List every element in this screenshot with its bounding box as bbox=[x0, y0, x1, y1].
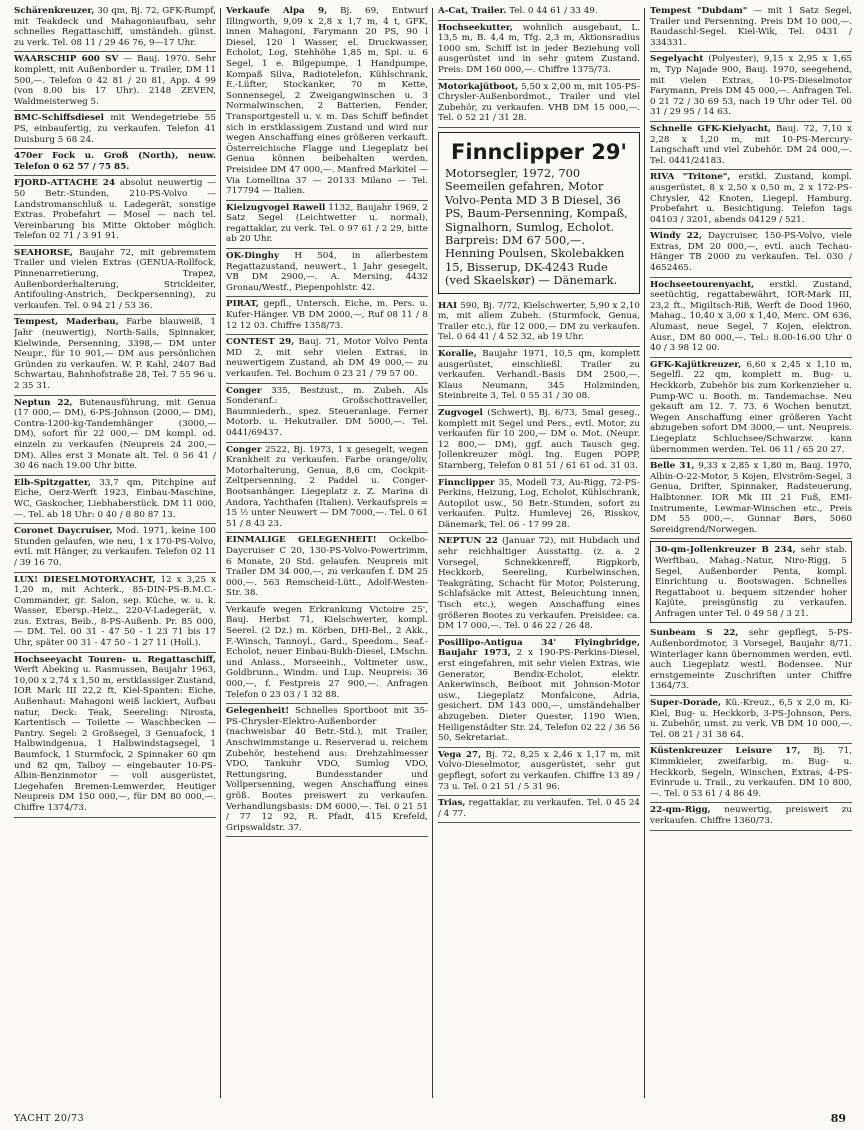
ad-headline: Schärenkreuzer, bbox=[14, 6, 95, 16]
classified-ad bbox=[438, 347, 640, 406]
classified-ad bbox=[14, 246, 216, 316]
ad-body: 6,60 x 2,45 x 1,10 m, Segelfl. 22 qm, komplett m. Bug- u. Heckkorb, Zubehör bis zum Korkenzieher u. Pump-WC u. Booth. m. Tandemachse. Neu gekauft am 12. 7. 73. 6 Wochen benutzt. Wegen Anschaffung einer größeren Yacht abzugeben sofort DM 3000,— unt. Neupreis. Liegeplatz Schluchsee/Schwarzw. kann übernommen werden. Tel. 06 11 / 65 20 27. bbox=[650, 359, 852, 455]
ad-body: Bauj. 71, Motor Volvo Penta MD 2, mit sehr vielen Extras, in neuwertigem Zustand, ab DM 49 000,— zu verkaufen. Tel. Bochum 0 23 21 / 79 57 00. bbox=[226, 337, 428, 379]
ad-headline: OK-Dinghy bbox=[226, 251, 280, 262]
classified-ad bbox=[438, 132, 640, 294]
ad-headline: GFK-Kajütkreuzer, bbox=[650, 359, 742, 370]
classified-ad bbox=[438, 4, 640, 21]
ad-body: Mod. 1971, keine 100 Stunden gelaufen, wie neu, 1 x 170-PS-Volvo, evtl. mit Hänger, zu verkaufen. Telefon 02 11 / 39 16 70. bbox=[14, 526, 216, 568]
ad-body: Schnelles Sportboot mit 35-PS-Chrysler-Elektro-Außenborder (nachweisbar 40 Betr.-Std.), mit Trailer, Anschwimmstange u. Reserverad u. reichem Zubehör, bestehend aus: Drehzahlmesser VDO, Tankuhr VDO, Sumlog VDO, Rettungsring, Bundesstander und Vollpersenning, wegen Anschaffung eines größ. Bootes preiswert zu verkaufen. Verhandlungsbasis: DM 6000,—. Tel. 0 21 51 / 77 12 92, R. Pfadt, 415 Krefeld, Gripswaldstr. 37. bbox=[226, 706, 428, 833]
ad-body: sehr gepflegt, 5-PS-Außenbordmotor, 3 Vorsegel, Baujahr 8/71. Winterlager kann übernommen werden, evtl. auch Liegeplatz westl. Bodensee. Nur ernstgemeinte Zuschriften unter Chiffre 1364/73. bbox=[650, 628, 852, 692]
ad-headline: Conger bbox=[226, 444, 262, 455]
classified-ad bbox=[14, 52, 216, 111]
ad-headline: FJORD-ATTACHE 24 bbox=[14, 178, 116, 189]
ad-body: Kü.-Kreuz., 6,5 x 2,0 m, Ki-Kiel, Bug- u. Heckkorb, 3-PS-Johnson, Pers. u. Zubehör, umst. zu verk. VB DM 10 000,—. Tel. 08 21 / 31 38 64. bbox=[650, 698, 852, 740]
ad-body: wohnlich ausgebaut, L. 13,5 m, B. 4,4 m, Tfg. 2,3 m, Aktionsradius 1000 sm. Schiff ist in jeder Beziehung voll ausgerüstet und in sehr gutem Zustand. Preis: DM 160 000,—. Chiffre 1375/73. bbox=[438, 22, 640, 75]
magazine-issue: YACHT 20/73 bbox=[14, 1113, 85, 1124]
page bbox=[14, 4, 850, 1104]
classified-column-1 bbox=[14, 4, 216, 1104]
ad-headline: Zugvogel bbox=[438, 407, 483, 418]
ad-body: Butenausführung, mit Genua (17 000,— DM), 6-PS-Johnson (2000,— DM), Contra-1200-kg-Tandemhänger (3000,— DM), sofort für 22 000,— DM kompl. od. einzeln zu verkaufen (Neupreis 24 200,— DM). Alles erst 3 Monate alt. Tel. 0 56 41 / 30 46 nach 19.00 Uhr bitte. bbox=[14, 397, 216, 472]
ad-headline: 470er Fock u. Groß (North), neuw. Telefon 0 62 57 / 75 85. bbox=[14, 151, 216, 172]
ad-headline: PIRAT, bbox=[226, 299, 259, 310]
ad-headline: WAARSCHIP 600 SV bbox=[14, 54, 119, 65]
ad-headline: Belle 31, bbox=[650, 461, 695, 472]
ad-body: (Schwert), Bj. 6/73, 5mal geseg., komplett mit Segel und Pers., evtl. Motor, zu verkaufen für 10 200,— DM o. Mot. (Neupr. 12 800,— DM), ggf. auch Tausch geg. Jollenkreuzer mögl. Ing. Eugen POPP, Starnberg, Telefon 0 81 51 / 61 61 od. 31 03. bbox=[438, 407, 640, 471]
ad-body: — Bauj. 1970. Sehr komplett, mit Außenborder u. Trailer, DM 11 500,—. Telefon 0 42 81 / 20 81, App. 4 99 (von 8.00 bis 17 Uhr). 2148 ZEVEN, Waldmeisterweg 5. bbox=[14, 54, 216, 107]
ad-headline: Hochseekutter, bbox=[438, 22, 513, 33]
classified-ad bbox=[226, 201, 428, 249]
classified-ad bbox=[14, 573, 216, 653]
ad-headline: CONTEST 29, bbox=[226, 337, 295, 348]
classified-ad bbox=[438, 476, 640, 535]
ad-body: H 504, in allerbestem Regattazustand, neuwert., 1 Jahr gesegelt, VB DM 2900,—. A. Mersing, 4432 Gronau/Westf., Piepenpohlstr. 42. bbox=[226, 251, 428, 293]
classified-ad bbox=[14, 476, 216, 524]
ad-body: (Polyester), 9,15 x 2,95 x 1,65 m, Typ Najade 900, Bauj. 1970, seegehend, mit vielen Extras, 10-PS-Dieselmotor Farymann, Preis DM 45 000,—. Anfragen Tel. 0 21 72 / 30 69 53, nach 19 Uhr oder Tel. 00 31 / 29 95 / 14 63. bbox=[650, 54, 852, 118]
ad-body: 30 qm, Bj. 72, GFK-Rumpf, mit Teakdeck und Mahagoniaufbau, sehr schnelles Regattaschiff, umständeh. günst. zu verk. Tel. 08 11 / 29 46 76, 9—17 Uhr. bbox=[14, 6, 216, 48]
ad-body: Ockelbo-Daycruiser C 20, 130-PS-Volvo-Powertrimm, 6 Monate, 20 Std. gelaufen. Neupreis mit Trailer DM 34 000,—, zu verkaufen f. DM 25 000,—. 563 Remscheid-Lütt., Adolf-Westen-Str. 38. bbox=[226, 535, 428, 599]
classified-ad bbox=[226, 603, 428, 704]
ad-body: sehr stab. Werftbau, Mahag.-Natur, Niro-Rigg, 5 Segel, Außenborder Penta, kompl. Einrichtung u. Bootswagen. Schnelles Regattaboot u. bequem sitzender hoher Kajüte, preisgünstig zu verkaufen. Anfragen unter Tel. 0 49 58 / 3 21. bbox=[655, 545, 847, 619]
classified-ad bbox=[438, 406, 640, 476]
classified-ad bbox=[650, 696, 852, 744]
ad-body: Daycruiser, 150-PS-Volvo, viele Extras, DM 20 000,—, evtl. auch Techau-Hänger TB 2000 zu verkaufen. Tel. 030 / 4652465. bbox=[650, 231, 852, 274]
classified-ad bbox=[226, 384, 428, 443]
classified-ad bbox=[438, 21, 640, 80]
ad-headline: Gelegenheit! bbox=[226, 706, 290, 717]
ad-headline: EINMALIGE GELEGENHEIT! bbox=[226, 535, 377, 546]
ad-body: 1132, Baujahr 1969, 2 Satz Segel (Leichtwetter u. normal), regattaklar, zu verk. Tel. 0 97 61 / 2 29, bitte ab 20 Uhr. bbox=[226, 202, 428, 245]
ad-headline: Posillipo-Antigua 34' Flyingbridge, Baujahr 1973, bbox=[438, 637, 640, 659]
classified-ad bbox=[650, 170, 852, 229]
classified-column-3 bbox=[438, 4, 640, 1104]
ad-body: gepfl., Untersch. Eiche, m. Pers. u. Kufer-Hänger. VB DM 2000,—, Ruf 08 11 / 8 12 12 03. Chiffre 1358/73. bbox=[226, 299, 428, 331]
ad-body: mit Wendegetriebe 55 PS, einbaufertig, zu verkaufen. Telefon 41 Duisburg 5 68 24. bbox=[14, 113, 216, 145]
classified-ad bbox=[650, 52, 852, 122]
classified-ad bbox=[14, 176, 216, 246]
ad-headline: SEAHORSE, bbox=[14, 247, 73, 258]
ad-body: Bj. 71, Kimmkieler, zweifarbig, m. Bug- u. Heckkorb, Segeln, Winschen, Extras, 4-PS-Evinrude u. Trail., zu verkaufen. DM 10 800,—. Tel. 0 53 61 / 4 86 49. bbox=[650, 746, 852, 799]
ad-headline: Tempest "Dubdam" bbox=[650, 6, 748, 16]
ad-body: Verkaufe wegen Erkrankung Victoire 25', Bauj. Herbst 71, Kielschwerter, kompl. Seerel. (2 Dz.) m. Körben, DHI-Bel., 2 Akk., F.-Winsch, Tannoyl., Gard., Speedom., Seaf.-Echolot, neuer Einbau-Bukh-Diesel, LMschn. und Anlass., Morseeinh., Voltmeter usw., Goldbrunn., Windm. und Lup. Neupreis: 36 000,—, f. Festpreis 27 900,—. Anfragen Telefon 0 23 03 / 1 32 88. bbox=[226, 604, 428, 700]
ad-body: absolut neuwertig — 50 Betr.-Stunden, 210-PS-Volvo — Landstromanschluß u. Ladegerät, sonstige Extras. Probefahrt — Mosel — nach tel. Vereinbarung bis Mitte Oktober möglich. Telefon 02 71 / 3 91 91. bbox=[14, 178, 216, 242]
ad-body: Baujahr 72, mit gebremstem Trailer und vielen Extras (GENUA-Rollfock, Pinnenarretierung, Trapez, Außenborderhalterung, Strickleiter, Antifouling-Anstrich, Deckpersenning), zu verkaufen. Tel. 0 94 21 / 53 36. bbox=[14, 247, 216, 311]
ad-body: 335, Bestzust., m. Zubeh. Als Sonderanf.: Großschottraveller, Baumniederh., spez. Steueranlage. Ferner Motorb. u. Hekutrailer. DM 5000,—. Tel. 0441/69437. bbox=[226, 385, 428, 438]
classified-ad bbox=[226, 297, 428, 335]
ad-body: Baujahr 1971, 10,5 qm, komplett ausgerüstet, einschließl. Trailer zu verkaufen. Verhandl.-Basis DM 2500,—. Klaus Neumann, 345 Holzminden, Steinbreite 3, Tel. 0 55 31 / 30 08. bbox=[438, 348, 640, 402]
ad-body: Bj. 69, Entwurf Illingworth, 9,09 x 2,8 x 1,7 m, 4 t, GFK, innen Mahagoni, Farymann 20 PS, 90 l Diesel, 120 l Wasser, el. Druckwasser, Echolot, Log, Stehhöhe 1,85 m, Spi. u. 6 Segel, 1 e. Bilgepumpe, 1 Handpumpe, Kompaß Silva, Radiotelefon, Kühlschrank, E.-Lüfter, Stockanker, 70 m Kette, Sonnensegel, 2 Zweigangwinschen u. 3 Normalwinschen, 2 Batterien, Fender, Transportgestell u. v. m. Das Schiff befindet sich in erstklassigem Zustand und wird nur wegen Anschaffung eines größeren verkauft. Österreichische Flagge und Liegeplatz bei Genua können beibehalten werden. Preisidee DM 47 000,—. Manfred Markitel — Via Lomellina 37 — 20133 Milano — Tel. 717794 — Italien. bbox=[226, 6, 428, 197]
classified-ad bbox=[438, 748, 640, 796]
ad-headline: Neptun 22, bbox=[14, 397, 73, 408]
classified-ad bbox=[438, 80, 640, 128]
classified-column-2 bbox=[226, 4, 428, 1104]
classified-ad bbox=[650, 122, 852, 170]
ad-headline: Schnelle GFK-Kielyacht, bbox=[650, 123, 772, 134]
ad-headline: Verkaufe Alpa 9, bbox=[226, 6, 328, 16]
ad-headline: Sunbeam S 22, bbox=[650, 628, 739, 639]
classified-ad bbox=[438, 534, 640, 635]
ad-body: 35, Modell 73, Au-Rigg, 72-PS-Perkins, Heizung, Log, Echolot, Kühlschrank, Autopilot usw., 50 Betr.-Stunden, sofort zu verkaufen. Pultz. Humlevej 26, Risskov, Dänemark, Tel. 06 - 17 99 28. bbox=[438, 477, 640, 530]
classified-ad bbox=[226, 335, 428, 383]
ad-headline: Coronet Daycruiser, bbox=[14, 526, 113, 537]
ad-body: Farbe blauweiß, 1 Jahr (neuwertig), North-Sails, Spinnaker, Kielwinde, Persenning, 3398,— DM unter Neupr., für 10 901,— DM aus persönlichen Gründen zu verkaufen. W. P. Kahl, 2407 Bad Schwartau, Bahnhofstraße 28, Tel. 7 55 96 u. 2 35 31. bbox=[14, 317, 216, 391]
ad-headline: A-Cat, Trailer. bbox=[438, 6, 507, 16]
ad-headline: Finnclipper 29' bbox=[451, 139, 627, 164]
ad-body: 590, Bj. 7/72, Kielschwerter, 5,90 x 2,10 m, mit allem Zubeh. (Sturmfock, Genua, Trailer etc.), für 12 000,— DM zu verkaufen. Tel. 0 64 41 / 4 52 32, ab 19 Uhr. bbox=[438, 300, 640, 343]
ad-headline: Motorkajütboot, bbox=[438, 81, 519, 92]
classified-ad bbox=[438, 636, 640, 748]
ad-headline: Hochseeyacht Touren- u. Regattaschiff, bbox=[14, 654, 216, 665]
ad-headline: Tempest, Maderbau, bbox=[14, 317, 119, 328]
ad-headline: Finnclipper bbox=[438, 477, 495, 488]
ad-headline: HAI bbox=[438, 300, 458, 311]
ad-body: (Januar 72), mit Hubdach und sehr reichhaltiger Ausstattg. (z. a. 2 Vorsegel, Schnekkenreff, Rigpkorb, Heckkorb, Seereling, Kurbelwinschen, Teakgräting, Schacht für Motor, Polsterung, Schlafsäcke mit Attest, Beleuchtung innen, Tisch etc.), wegen Anschaffung eines größeren Bootes zu verkaufen. Preisidee: ca. DM 17 000,—. Tel. 0 46 22 / 26 48. bbox=[438, 536, 640, 632]
ad-body: — mit 1 Satz Segel, Trailer und Persenning. Preis DM 10 000,—. Raudaschl-Segel. Kiel-Wik, Tel. 0431 / 334331. bbox=[650, 6, 852, 48]
ad-body: 12 x 3,25 x 1,20 m, mit Achterk., 85-DIN-PS-B.M.C.-Commander, gr. Salon, sep. Küche, w. u. k. Wasser, Ebersp.-Heiz., 220-V-Ladegerät, v. zus. Extras, Beib., 8-PS-Außenb. Pr. 85 000,— DM. Tel. 00 31 - 47 50 - 1 23 71 bis 17 Uhr, später 00 31 - 47 50 - 1 27 11 (Holl.). bbox=[14, 574, 216, 649]
classified-ad bbox=[14, 111, 216, 149]
classified-ad bbox=[650, 459, 852, 539]
classified-ad bbox=[650, 744, 852, 803]
ad-headline: NEPTUN 22 bbox=[438, 536, 498, 547]
ad-headline: Küstenkreuzer Leisure 17, bbox=[650, 746, 801, 757]
column-rule bbox=[432, 8, 433, 1098]
ad-body: neuwertig, preiswert zu verkaufen. Chiffre 1360/73. bbox=[650, 805, 852, 826]
page-number: 89 bbox=[830, 1112, 846, 1125]
ad-body: 33,7 qm, Pitchpine auf Eiche, Oerz-Werft 1923, Einbau-Maschine, WC, Gaskocher, Liebhaberstück. DM 11 000,—. Tel. ab 18 Uhr: 0 40 / 8 80 87 13. bbox=[14, 477, 216, 520]
ad-headline: RIVA "Tritone", bbox=[650, 172, 731, 183]
classified-ad bbox=[226, 4, 428, 201]
ad-headline: Segelyacht bbox=[650, 54, 704, 65]
classified-ad bbox=[438, 299, 640, 347]
column-rule bbox=[220, 8, 221, 1098]
classified-ad bbox=[650, 358, 852, 459]
ad-body: Tel. 0 44 61 / 33 49. bbox=[509, 6, 598, 16]
ad-headline: 22-qm-Rigg, bbox=[650, 805, 711, 816]
classified-ad bbox=[226, 249, 428, 297]
ad-body: regattaklar, zu verkaufen. Tel. 0 45 24 / 4 77. bbox=[438, 798, 640, 819]
ad-body: Bj. 72, 8,25 x 2,46 x 1,17 m, mit Volvo-Dieselmotor, ausgerüstet, sehr gut gepflegt, sofort zu verkaufen. Chiffre 13 89 / 73 u. Tel. 0 21 51 / 5 31 96. bbox=[438, 749, 640, 792]
classified-ad bbox=[226, 704, 428, 837]
classified-ad bbox=[650, 278, 852, 358]
ad-headline: Hochseetourenyacht, bbox=[650, 279, 755, 290]
ad-headline: Super-Dorade, bbox=[650, 698, 722, 709]
ad-body: Werft Abeking u. Rasmussen, Baujahr 1963, 10,00 x 2,74 x 1,50 m, erstklassiger Zustand, IOR Mark III 22,2 ft, Kiel-Spanten: Eiche, Außenhaut: Mahagoni weiß lackiert, Aufbau natur, Deck: Teak, Seereling: Nirosta, Kartentisch — Toilette — Waschbecken — Pantry. Segel: 2 Großsegel, 3 Genuafock, 1 Halbwindgenua, 1 Halbwindstagsegel, 1 Baumfock, 1 Sturmfock, 2 Spinnaker 60 qm und 82 qm, Talboy — eingebauter 10-PS-Albin-Benzinmotor — voll ausgerüstet, Liegehafen Bremen-Lemwerder, Heutiger Neupreis DM 150 000,—, für DM 80 000,—. Chiffre 1374/73. bbox=[14, 665, 216, 813]
classified-ad bbox=[226, 533, 428, 603]
classified-ad bbox=[650, 803, 852, 830]
ad-headline: Koralle, bbox=[438, 348, 477, 359]
ad-headline: BMC-Schiffsdiesel bbox=[14, 113, 104, 124]
ad-headline: 30-qm-Jollenkreuzer B 234, bbox=[655, 545, 796, 556]
ad-body: 2522, Bj. 1973, 1 x gesegelt, wegen Krankheit zu verkaufen. Farbe orange/oliv, Motorhalterung, Genua, 8,6 cm, Cockpit-Zeltpersenning, 2 Paddel u. Conger-Bootsanhänger. Liegeplatz z. Z. Marina di Andora, Yachthafen (Italien). Verkaufspreis = 15 ½ unter Neuwert — DM 7000,—. Tel. 0 61 51 / 8 43 23. bbox=[226, 444, 428, 529]
classified-ad bbox=[14, 149, 216, 176]
ad-body: Bauj. 72, 7,10 x 2,28 x 1,20 m, mit 10-PS-Mercury-Langschaft und viel Zubehör. DM 24 000,—. Tel. 0441/24183. bbox=[650, 123, 852, 166]
ad-body: Motorsegler, 1972, 700 Seemeilen gefahren, Motor Volvo-Penta MD 3 B Diesel, 36 PS, Baum-Persenning, Kompaß, Signalhorn, Sumlog, Echolot. Barpreis: DM 67 500,—. Henning Poulsen, Skolebakken 15, Bisserup, DK-4243 Rude (ved Skaelskør) — Dänemark. bbox=[445, 165, 628, 288]
ad-headline: Vega 27, bbox=[438, 749, 482, 760]
ad-body: 5,50 x 2,00 m, mit 105-PS-Chrysler-Außenbordmot., Trailer und viel Zubehör, zu verkaufen. VHB DM 15 000,—. Tel. 0 52 21 / 31 28. bbox=[438, 81, 640, 124]
ad-body: 2 x 190-PS-Perkins-Diesel, erst eingefahren, mit sehr vielen Extras, wie Generator, Bendix-Echolot, elektr. Ankerwinsch, Beiboot mit Johnson-Motor usw., Liegeplatz Monfalcone, Adria, gesichert. DM 143 000,—, umständehalber abzugeben. Dieter Quester, 1190 Wien, Heiligenstädter Str. 24, Telefon 02 22 / 36 56 50, Sekretariat. bbox=[438, 648, 640, 744]
classified-ad bbox=[438, 796, 640, 823]
ad-headline: Windy 22, bbox=[650, 231, 703, 242]
column-rule bbox=[644, 8, 645, 1098]
classified-ad bbox=[226, 443, 428, 534]
classified-ad bbox=[650, 229, 852, 277]
classified-column-4 bbox=[650, 4, 852, 1104]
classified-ad bbox=[650, 4, 852, 52]
ad-headline: Kielzugvogel Rawell bbox=[226, 202, 326, 213]
ad-headline: LUX! DIESELMOTORYACHT, bbox=[14, 574, 156, 585]
ad-body: erstkl. Zustand, seetüchtig, regattabewährt, IOR-Mark III, 23,2 ft., Migiltsch-Riß, Werft de Dood 1960, Mahag., 10,40 x 3,00 x 1,40, Merc. OM 636, Alumast, neue Segel, 7 Kojen, elektron. Ausr., DM 80 000,—. Tel.: 8.00-16.00 Uhr 0 40 / 3 98 12 00. bbox=[650, 279, 852, 354]
classified-ad bbox=[650, 541, 852, 623]
ad-headline: Conger bbox=[226, 385, 262, 396]
ad-body: erstkl. Zustand, kompl. ausgerüstet, 8 x 2,50 x 0,50 m, 2 x 172-PS-Chrysler, 42 Knoten, Liegepl. Hamburg. Probefahrt u. Besichtigung. Telefon tags 04103 / 3201, abends 04129 / 521. bbox=[650, 172, 852, 225]
ad-headline: Elb-Spitzgatter, bbox=[14, 477, 91, 488]
ad-body: 9,33 x 2,85 x 1,80 m, Bauj. 1970, Albin-O-22-Motor, 5 Kojen, Elvström-Segel, 3 Genua, Drifter, Spinnaker, Radsteuerung, Halbtonner. IOR Mk III 21 Fuß, EMI-Instrumente, Lewmar-Winschen etc., Preis DM 55 000,—. Gunnar Børs, 5060 Søreidgrend/Norwegen. bbox=[650, 461, 852, 535]
classified-ad bbox=[14, 396, 216, 476]
classified-ad bbox=[14, 524, 216, 572]
classified-ad bbox=[14, 315, 216, 395]
classified-ad bbox=[14, 653, 216, 818]
classified-ad bbox=[14, 4, 216, 52]
ad-headline: Trias, bbox=[438, 798, 466, 809]
classified-ad bbox=[650, 626, 852, 696]
